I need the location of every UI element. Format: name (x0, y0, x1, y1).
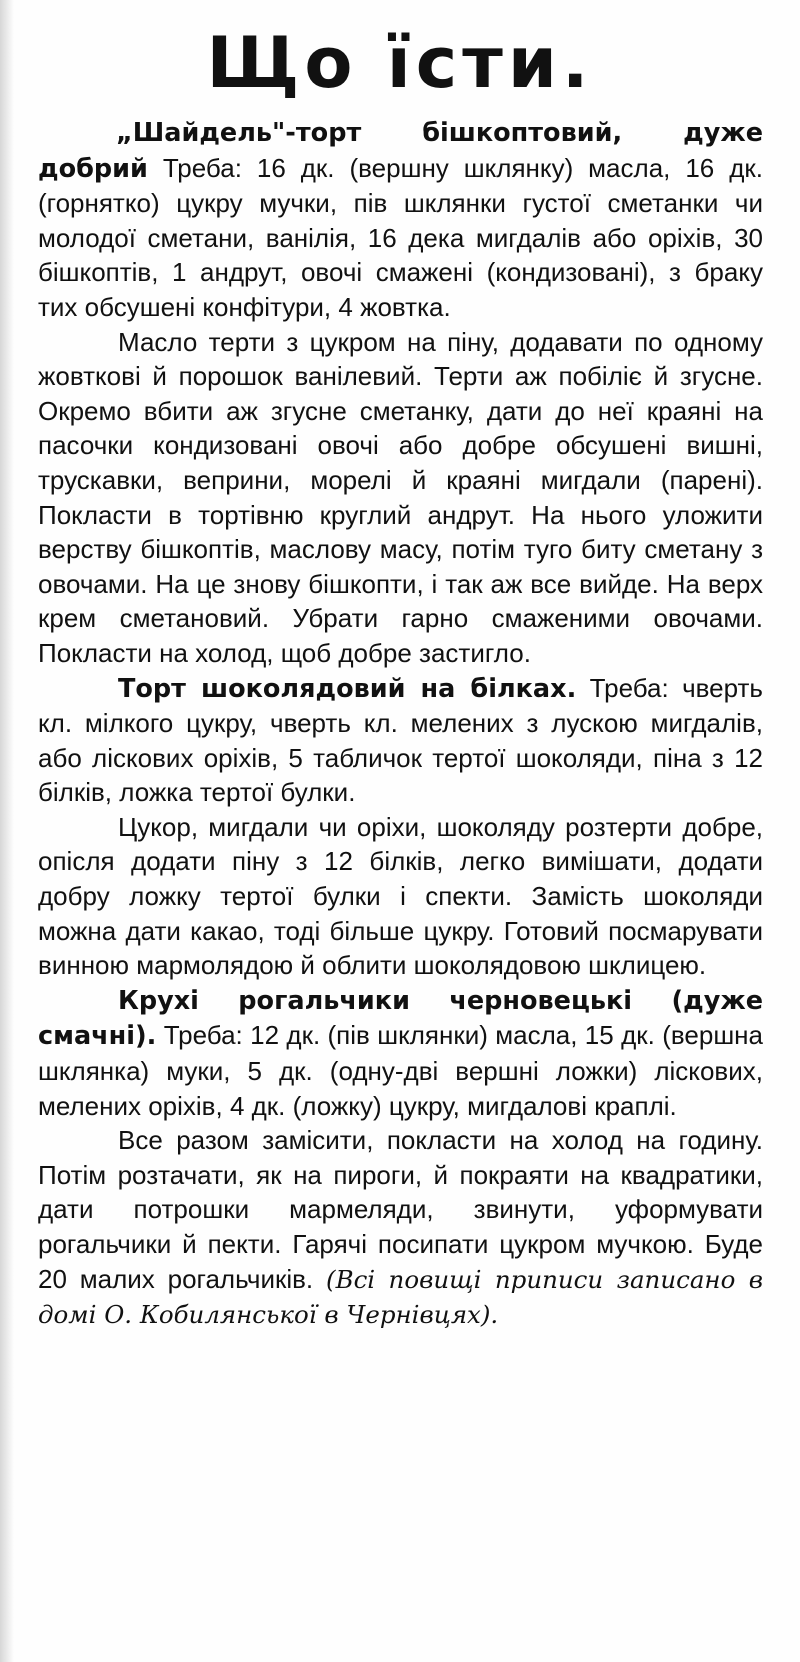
source-note: (Всі повищі приписи записано в домі О. Кобилянської в Чернівцях). (38, 1264, 763, 1330)
recipe-3-ingredients-paragraph (38, 983, 763, 1123)
recipe-2-method: Цукор, мигдали чи оріхи, шоколяду розтерти добре, опісля додати піну з 12 білків, легко вимішати, додати добру ложку тертої булки і спекти. Замість шоколяди можна дати какао, тоді більше цукру. Готовий посмарувати винною мармолядою й облити шоколядовою шклицею. (38, 811, 763, 981)
recipe-1-method: Масло терти з цукром на піну, додавати по одному жовткові й порошок ванілевий. Терти аж побіліє й згусне. Окремо вбити аж згусне сметанку, дати до неї краяні на пасочки кондизовані овочі або добре обсушені вишні, трускавки, веприни, морелі й краяні мигдали (парені). Покласти в тортівню круглий андрут. На нього уложити верству бішкоптів, маслову масу, потім туго биту сметану з овочами. На це знову бішкопти, і так аж все вийде. На верх крем сметановий. Убрати гарно смаженими овочами. Покласти на холод, щоб добре застигло. (38, 326, 763, 668)
recipes-article (38, 115, 763, 1333)
recipe-1-ingredients: Треба: 16 дк. (вершну шклянку) масла, 16 дк. (горнятко) цукру мучки, пів шклянки густої сметанки чи молодої сметани, ванілія, 16 дека мигдалів або оріхів, 30 бішкоптів, 1 андрут, овочі смажені (кондизовані), з браку тих обсушені конфітури, 4 жовтка. (38, 152, 763, 322)
recipe-1-ingredients-paragraph (38, 115, 763, 325)
page-title: Що їсти. (206, 22, 594, 104)
recipe-1-method-paragraph (38, 325, 763, 671)
recipe-2-ingredients-paragraph (38, 671, 763, 810)
recipe-3-heading: Крухі рогальчики черновецькі (дуже смачні). (38, 985, 763, 1052)
recipe-2-method-paragraph (38, 810, 763, 983)
recipe-3-method-paragraph (38, 1123, 763, 1333)
recipe-3-ingredients: Треба: 12 дк. (пів шклянки) масла, 15 дк. (вершна шклянка) муки, 5 дк. (одну-дві вершні ложки) ліскових, мелених оріхів, 4 дк. (ложку) цукру, мигдалові краплі. (38, 1020, 763, 1121)
recipe-3-method: Все разом замісити, покласти на холод на годину. Потім розтачати, як на пироги, й покраяти на квадратики, дати потрошки мармеляди, звинути, уформувати рогальчики й пекти. Гарячі посипати цукром мучкою. Буде 20 малих рогальчиків. (38, 1125, 763, 1294)
page-edge-shadow (0, 0, 14, 1662)
recipe-2-heading: Торт шоколядовий на білках. (118, 673, 577, 704)
recipe-2-ingredients: Треба: чверть кл. мілкого цукру, чверть кл. мелених з лускою мигдалів, або ліскових оріхів, 5 табличок тертої шоколяди, піна з 12 білків, ложка тертої булки. (38, 672, 763, 808)
recipe-1-heading: „Шайдель"-торт бішкоптовий, дуже добрий (38, 118, 763, 184)
